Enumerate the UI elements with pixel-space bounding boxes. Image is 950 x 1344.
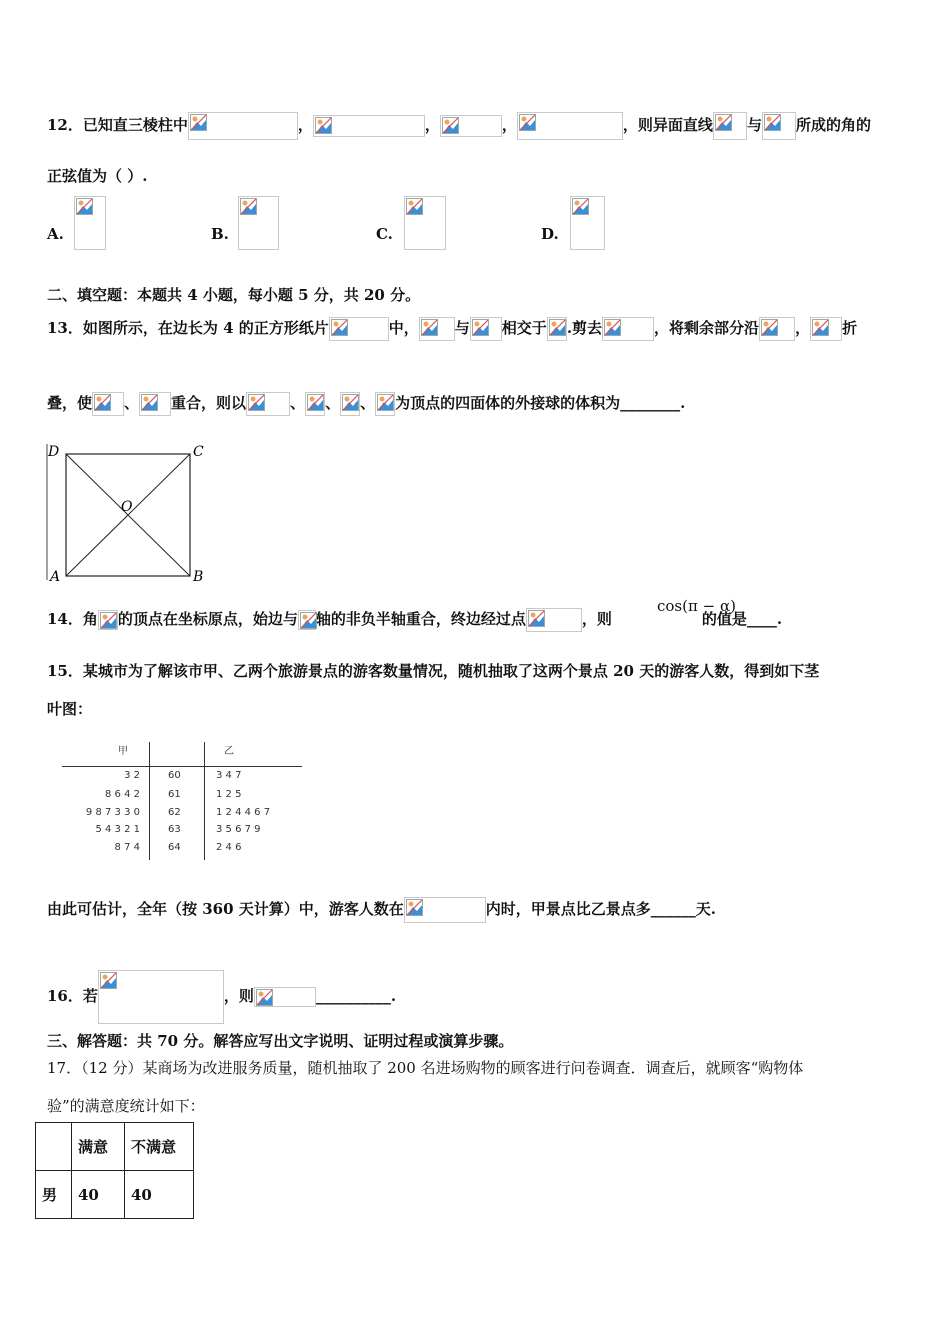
section-3-heading: 三、解答题：共 70 分。解答应写出文字说明、证明过程或演算步骤。 [47, 1032, 514, 1050]
broken-image-icon [604, 319, 621, 336]
formula-image [419, 317, 455, 341]
plot-rule [62, 766, 302, 767]
stem-2: 62 [168, 807, 181, 818]
q15-line3: 由此可估计，全年（按 360 天计算）中，游客人数在 内时，甲景点比乙景点多______天. [47, 897, 716, 923]
formula-image [547, 317, 567, 341]
broken-image-icon [100, 972, 117, 989]
option-b-image [238, 196, 279, 250]
table-header: 满意 [72, 1123, 125, 1171]
label-d: D [48, 444, 60, 460]
broken-image-icon [300, 612, 317, 629]
formula-image [762, 112, 796, 140]
option-c-image [404, 196, 446, 250]
left-leaves-0: 3 2 [124, 770, 140, 781]
section-2-heading: 二、填空题：本题共 4 小题，每小题 5 分，共 20 分。 [47, 286, 421, 304]
cos-expression: cos(π − α) [657, 597, 736, 615]
formula-image [313, 115, 425, 137]
formula-image [810, 317, 842, 341]
right-leaves-0: 3 4 7 [216, 770, 242, 781]
option-a: A. [47, 225, 64, 243]
stem-0: 60 [168, 770, 181, 781]
q13-line1: 13．如图所示，在边长为 4 的正方形纸片 中， 与 相交于 .剪去 ，将剩余部分沿 ， 折 [47, 317, 857, 341]
formula-image [98, 610, 118, 630]
table-cell: 男 [36, 1171, 72, 1219]
option-b: B. [211, 225, 229, 243]
formula-image [340, 392, 360, 416]
q17-line1: 17．（12 分）某商场为改进服务质量，随机抽取了 200 名进场购物的顾客进行问卷调查．调查后，就顾客“购物体 [47, 1059, 804, 1077]
q17-line2: 验”的满意度统计如下： [47, 1097, 205, 1115]
right-leaves-1: 1 2 5 [216, 789, 242, 800]
formula-image [759, 317, 795, 341]
broken-image-icon [406, 899, 423, 916]
satisfaction-table [35, 1122, 194, 1219]
broken-image-icon [190, 114, 207, 131]
broken-image-icon [315, 117, 332, 134]
broken-image-icon [240, 198, 257, 215]
label-o: O [121, 499, 133, 515]
label-c: C [193, 444, 204, 460]
q15-line2: 叶图： [47, 700, 93, 718]
q15-line1: 15．某城市为了解该市甲、乙两个旅游景点的游客数量情况，随机抽取了这两个景点 20 天的游客人数，得到如下茎 [47, 662, 820, 680]
option-a-image [74, 196, 106, 250]
stem-leaf-plot [48, 740, 338, 865]
q13-line2: 叠，使 、 重合，则以 、 、 、 为顶点的四面体的外接球的体积为________. [47, 392, 685, 416]
formula-image [298, 610, 316, 630]
formula-image [470, 317, 502, 341]
broken-image-icon [342, 394, 359, 411]
option-d-image [570, 196, 605, 250]
formula-image [92, 392, 124, 416]
stem-1: 61 [168, 789, 181, 800]
left-leaves-3: 5 4 3 2 1 [95, 824, 140, 835]
q16-line: 16．若 ，则 __________. [47, 970, 396, 1024]
broken-image-icon [331, 319, 348, 336]
label-a: A [50, 569, 61, 585]
plot-divider-left [149, 742, 150, 860]
header-yi: 乙 [224, 746, 234, 757]
formula-image [139, 392, 171, 416]
left-leaves-2: 9 8 7 3 3 0 [85, 807, 140, 818]
broken-image-icon [421, 319, 438, 336]
formula-image [98, 970, 224, 1024]
q12-line2: 正弦值为（ ）. [47, 167, 148, 185]
right-leaves-3: 3 5 6 7 9 [216, 824, 261, 835]
broken-image-icon [100, 612, 117, 629]
broken-image-icon [549, 319, 566, 336]
broken-image-icon [572, 198, 589, 215]
table-header: 不满意 [125, 1123, 194, 1171]
table-row [36, 1171, 194, 1219]
broken-image-icon [141, 394, 158, 411]
q14-line: 14．角 的顶点在坐标原点，始边与 轴的非负半轴重合，终边经过点 ，则 的值是____. [47, 608, 782, 632]
broken-image-icon [442, 117, 459, 134]
table-cell: 40 [72, 1171, 125, 1219]
formula-image [305, 392, 325, 416]
broken-image-icon [94, 394, 111, 411]
broken-image-icon [519, 114, 536, 131]
stem-4: 64 [168, 842, 181, 853]
header-jia: 甲 [118, 746, 128, 757]
broken-image-icon [472, 319, 489, 336]
right-leaves-4: 2 4 6 [216, 842, 242, 853]
formula-image [526, 608, 582, 632]
formula-image [517, 112, 623, 140]
broken-image-icon [528, 610, 545, 627]
table-cell: 40 [125, 1171, 194, 1219]
right-leaves-2: 1 2 4 4 6 7 [216, 807, 271, 818]
option-d: D. [541, 225, 559, 243]
broken-image-icon [248, 394, 265, 411]
formula-image [602, 317, 654, 341]
q12-line1: 12．已知直三棱柱中 ， ， ， ，则异面直线 与 所成的角的 [47, 112, 871, 140]
formula-image [246, 392, 290, 416]
formula-image [713, 112, 747, 140]
broken-image-icon [256, 989, 273, 1006]
broken-image-icon [76, 198, 93, 215]
broken-image-icon [715, 114, 732, 131]
formula-image [375, 392, 395, 416]
formula-image [188, 112, 298, 140]
label-b: B [193, 569, 204, 585]
plot-divider-right [204, 742, 205, 860]
broken-image-icon [812, 319, 829, 336]
broken-image-icon [761, 319, 778, 336]
formula-image [254, 987, 316, 1007]
formula-image [329, 317, 389, 341]
q12-text: 12．已知直三棱柱中 [47, 116, 188, 134]
square-figure [44, 440, 214, 590]
broken-image-icon [307, 394, 324, 411]
stem-3: 63 [168, 824, 181, 835]
left-leaves-1: 8 6 4 2 [105, 789, 140, 800]
broken-image-icon [406, 198, 423, 215]
left-leaves-4: 8 7 4 [114, 842, 140, 853]
table-row [36, 1123, 194, 1171]
broken-image-icon [377, 394, 394, 411]
formula-image [404, 897, 486, 923]
broken-image-icon [764, 114, 781, 131]
table-cell [36, 1123, 72, 1171]
formula-image [440, 115, 502, 137]
option-c: C. [376, 225, 393, 243]
